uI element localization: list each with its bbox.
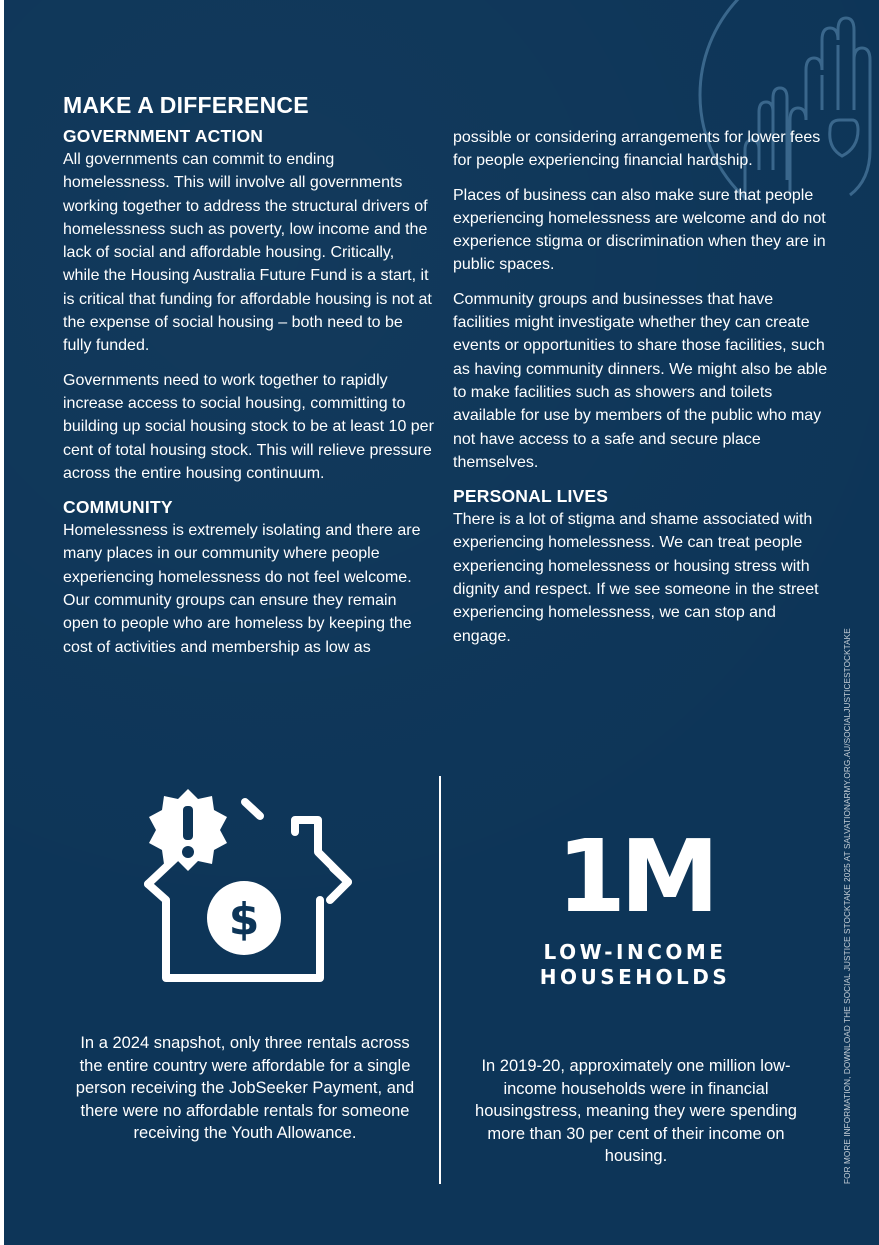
households-caption: In 2019-20, approximately one million low-income households were in financial housingstress, meaning they were spending more than 30 per cent of their income on housing. bbox=[475, 1057, 797, 1166]
left-column bbox=[63, 125, 435, 670]
svg-text:$: $ bbox=[228, 894, 260, 945]
big-stat-label-line-2: HOUSEHOLDS bbox=[539, 965, 731, 989]
community-paragraph-1-continued: possible or considering arrangements for lower fees for people experiencing financial hardship. bbox=[453, 129, 821, 170]
government-paragraph-1: All governments can commit to ending homelessness. This will involve all governments working together to address the structural drivers of homelessness such as poverty, low income and the lack of social and affordable housing. Critically, while the Housing Australia Future Fund is a start, it is critical that funding for affordable housing is not at the expense of social housing – both need to be fully funded. bbox=[63, 151, 432, 355]
page-title: MAKE A DIFFERENCE bbox=[63, 92, 309, 118]
community-paragraph-2: Places of business can also make sure that people experiencing homelessness are welcome and do not experience stigma or discrimination when they are in public spaces. bbox=[453, 186, 826, 274]
big-stat-number: 1M bbox=[556, 818, 714, 935]
right-column bbox=[453, 126, 828, 659]
vertical-info-note: FOR MORE INFORMATION, DOWNLOAD THE SOCIAL JUSTICE STOCKTAKE 2025 AT SALVATIONARMY.ORG.AU/SOCIALJUSTICESTOCKTAKE bbox=[843, 628, 852, 1184]
government-paragraph-2: Governments need to work together to rapidly increase access to social housing, committing to building up social housing stock to be at least 10 per cent of total housing stock. This will relieve pressure across the entire housing continuum. bbox=[63, 371, 434, 482]
page-edge bbox=[0, 0, 4, 1245]
personal-lives-heading: PERSONAL LIVES bbox=[453, 486, 609, 507]
rentals-caption: In a 2024 snapshot, only three rentals across the entire country were affordable for a single person receiving the JobSeeker Payment, and there were no affordable rentals for someone receiving the Youth Allowance. bbox=[75, 1034, 415, 1143]
community-paragraph-1: Homelessness is extremely isolating and there are many places in our community where people experiencing homelessness do not feel welcome. Our community groups can ensure they remain open to people who are homeless by keeping the cost of activities and membership as low as bbox=[63, 522, 421, 656]
house-dollar-alert-icon bbox=[140, 786, 355, 986]
stats-divider bbox=[439, 776, 441, 1184]
personal-paragraph-1: There is a lot of stigma and shame associated with experiencing homelessness. We can treat people experiencing homelessness or housing stress with dignity and respect. If we see someone in the street experiencing homelessness, we can stop and engage. bbox=[453, 511, 819, 645]
big-stat-label-line-1: LOW-INCOME bbox=[543, 940, 727, 964]
community-paragraph-3: Community groups and businesses that have facilities might investigate whether they can create events or opportunities to share those facilities, such as having community dinners. We might also be able to make facilities such as showers and toilets available for use by members of the public who may not have access to a safe and secure place themselves. bbox=[453, 290, 828, 471]
government-action-heading: GOVERNMENT ACTION bbox=[63, 126, 264, 146]
community-heading: COMMUNITY bbox=[63, 497, 173, 518]
big-stat-label bbox=[500, 940, 770, 990]
